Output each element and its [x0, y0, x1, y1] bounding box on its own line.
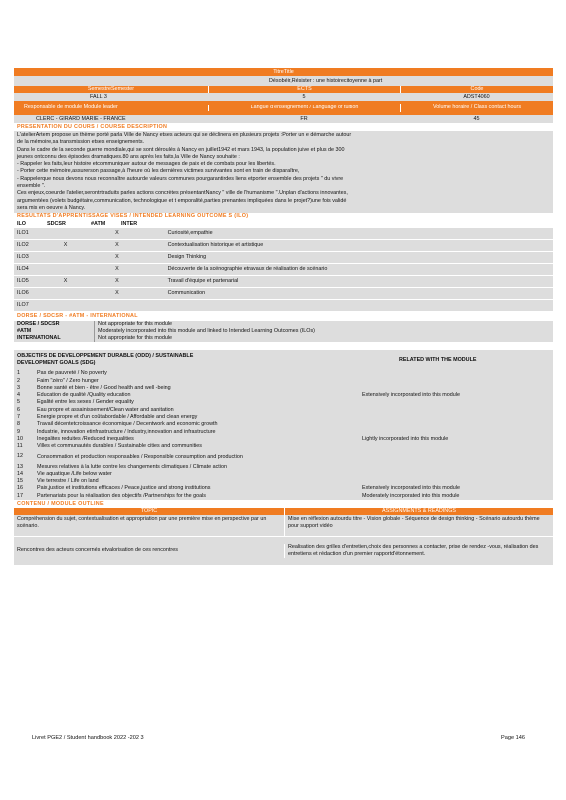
dorse-row: [14, 321, 553, 328]
ilo-atm: X: [115, 278, 119, 285]
content-assignment: Mise en réflexion autourdu titre - Vision globale - Séquence de design thinking - Scénario autourdu thème pour support vidéo: [284, 515, 553, 536]
sdg-number: 2: [17, 377, 20, 384]
ilo-desc: Découverte de la scénographie etravaux de réalisation de scénario: [167, 266, 328, 273]
module-title: Désobéir,Résister : une histoirecitoyenne à part: [269, 78, 383, 84]
code-label: Code: [400, 86, 553, 93]
ilo-row: [14, 252, 553, 264]
sdg-goal: Mesures relatives à la lutte contre les changements climatiques / Climate action: [37, 463, 227, 470]
sdg-goal: Travail décentetcroissance économique / Decentwork and economic growth: [37, 421, 218, 428]
dorse-row: [14, 328, 553, 335]
sdg-goal: Paix,justice et institutions efficaces / Peace,justice and strong institutions: [37, 485, 211, 492]
leader-header-row: [14, 101, 553, 115]
sdg-row: [14, 407, 553, 414]
presentation-line: Dans le cadre de la seconde guerre mondiale,qui se sont déroulés à Nancy en juillet1942 et mars 1943, la population juive et plus de 300: [17, 146, 345, 153]
sdg-row: [14, 421, 553, 428]
sdg-goal: Eau propre et assainissement/Clean water and sanitation: [37, 406, 174, 413]
sdg-goal: Villes et communautés durables / Sustainable cities and communities: [37, 443, 202, 450]
ilo-atm: X: [115, 290, 119, 297]
content-assignment: Realisation des grilles d'entretien,choix des personnes a contacter, prise de rendez -vous, réalisation des entretiens et rédaction d'un premier rapportd'étonnement.: [284, 544, 553, 559]
ilo-sdcsr: X: [63, 242, 68, 249]
ilo-col-inter: INTER: [121, 221, 138, 228]
sdg-related-heading: RELATED WITH THE MODULE: [399, 356, 477, 363]
ilo-row: [14, 264, 553, 276]
sdg-number: 5: [17, 399, 20, 406]
semester-value-row: [14, 93, 553, 101]
ilo-row: [14, 300, 553, 312]
ilo-id: ILO5: [17, 278, 29, 285]
dorse-table: [14, 321, 553, 342]
sdg-number: 12: [17, 453, 23, 460]
presentation-line: sera mis en oeuvre à Nancy.: [17, 204, 86, 211]
sdg-row: [14, 443, 553, 450]
presentation-body: [14, 131, 553, 213]
sdg-section: [14, 350, 553, 500]
sdg-number: 3: [17, 384, 20, 391]
sdg-row: [14, 485, 553, 492]
sdg-number: 1: [17, 370, 20, 377]
dorse-label: #ATM: [17, 328, 32, 335]
ilo-desc: Communication: [167, 290, 206, 297]
ilo-row: [14, 228, 553, 240]
sdg-heading-line2: DEVELOPMENT GOALS (SDG): [17, 360, 96, 367]
sdg-goal: Egalité entre les sexes / Gender equality: [37, 399, 134, 406]
content-row: [14, 515, 553, 537]
leader-value-row: [14, 115, 553, 123]
ilo-table: [14, 228, 553, 312]
content-row: [14, 537, 553, 565]
dorse-label: INTERNATIONAL: [17, 335, 61, 342]
ilo-heading: RESULTATS D'APPRENTISSAGE VISES / INTENDED LEARNING OUTCOME S (ILO): [17, 213, 249, 220]
content-col-assignments: ASSIGNMENTS & READINGS: [284, 508, 553, 515]
ects-label: ECTS: [208, 86, 400, 93]
sdg-row: [14, 429, 553, 436]
sdg-heading: [14, 353, 359, 367]
sdg-row: [14, 471, 553, 478]
ilo-sdcsr: X: [63, 278, 68, 285]
sdg-goal: Pas de pauvreté / No poverty: [37, 370, 107, 377]
sdg-row: [14, 451, 553, 464]
sdg-row: [14, 436, 553, 443]
sdg-related: Extensively incorporated into this module: [362, 392, 460, 399]
sdg-row: [14, 392, 553, 399]
sdg-goal: Vie terrestre / Life on land: [37, 478, 99, 485]
presentation-line: L'atelierArtem propose un thème porté parla Ville de Nancy etses acteurs qui se déclinera en plusieurs projets :Porter un e démarche autour: [17, 132, 352, 138]
sdg-goal: Partenariats pour la réalisation des objectifs /Partnerships for the goals: [37, 492, 206, 499]
content-column-headers: [14, 508, 553, 515]
footer-page-number: Page 146: [501, 735, 525, 741]
dorse-value: Not appropriate for this module: [94, 335, 553, 342]
code-value: ADST4060: [463, 94, 490, 100]
sdg-row: [14, 378, 553, 385]
presentation-heading: PRESENTATION DU COURS / COURSE DESCRIPTION: [17, 124, 168, 130]
ilo-col-ilo: ILO: [17, 221, 26, 228]
content-topic: Rencontres des acteurs concernés etvalorisation de ces rencontres: [17, 547, 178, 554]
sdg-number: 7: [17, 414, 20, 421]
presentation-line: de la mémoire,sa transmission etses enseignements.: [17, 139, 145, 146]
title-bar: [14, 68, 553, 76]
sdg-number: 11: [17, 443, 23, 450]
page-footer: [14, 735, 553, 741]
presentation-line: - Porter cette mémoire,assurerson passage,à l'heure où les dernières victimes survivantes sont en train de disparaître,: [17, 168, 300, 175]
dorse-label: DORSE / SDCSR: [17, 321, 60, 328]
language-value: FR: [300, 116, 308, 122]
sdg-number: 10: [17, 435, 23, 442]
ilo-row: [14, 240, 553, 252]
sdg-number: 8: [17, 421, 20, 428]
sdg-number: 17: [17, 492, 23, 499]
ilo-atm: X: [115, 266, 119, 273]
sdg-number: 13: [17, 463, 23, 470]
dorse-row: [14, 335, 553, 342]
presentation-line: - Rappelerque nous devons nous reconnaître autourde valeurs communes pourgarantirdes liens etporter ensemble des projets " du vivre: [17, 175, 344, 182]
sdg-goal: Energie propre et d'un coûtabordable / Affordable and clean energy: [37, 414, 198, 421]
ilo-atm: X: [115, 230, 119, 237]
ilo-id: ILO1: [17, 230, 29, 237]
hours-value: 45: [473, 116, 480, 122]
ilo-id: ILO7: [17, 302, 29, 309]
ilo-id: ILO4: [17, 266, 29, 273]
sdg-table: [14, 370, 553, 500]
sdg-row: [14, 464, 553, 471]
presentation-line: jeunes ontconnu des épisodes dramatiques.80 ans après les faits,la Ville de Nancy souhaite :: [17, 153, 240, 160]
ilo-id: ILO3: [17, 254, 29, 261]
semester-label: SemestreSemester: [87, 86, 135, 92]
sdg-goal: Inegalites reduites /Reduced inequalities: [37, 435, 134, 442]
footer-handbook: Livret PGE2 / Student handbook 2022 -202 3: [32, 735, 144, 741]
ilo-atm: X: [115, 254, 119, 261]
sdg-row: [14, 370, 553, 377]
sdg-related: Extensively incorporated into this module: [362, 485, 460, 492]
leader-label: Responsable de module Module leader: [24, 104, 118, 111]
ilo-desc: Travail d'équipe et partenarial: [167, 278, 239, 285]
ilo-col-sdcsr: SDCSR: [47, 221, 66, 228]
content-table: [14, 515, 553, 565]
module-sheet: [14, 68, 553, 565]
sdg-number: 4: [17, 392, 20, 399]
dorse-value: Moderately incorporated into this module and linked to Intended Learning Outcomes (ILOs): [94, 328, 553, 335]
hours-label: Volume horaire / Class contact hours: [400, 104, 553, 111]
sdg-related: Lightly incorporated into this module: [362, 435, 449, 442]
semester-header-row: [14, 86, 553, 93]
content-col-topic: TOPIC: [140, 508, 158, 515]
sdg-heading-line1: OBJECTIFS DE DEVELOPPEMENT DURABLE (ODD) / SUSTAINABLE: [17, 353, 194, 360]
sdg-goal: Education de qualité /Quality education: [37, 392, 131, 399]
sdg-header: [14, 350, 553, 370]
sdg-related: Moderately incorporated into this module: [362, 492, 460, 499]
ilo-id: ILO6: [17, 290, 29, 297]
sdg-number: 15: [17, 478, 23, 485]
content-heading: CONTENU / MODULE OUTLINE: [17, 501, 104, 508]
presentation-line: ensemble ".: [17, 183, 46, 190]
ilo-id: ILO2: [17, 242, 29, 249]
sdg-number: 16: [17, 485, 23, 492]
title-label: TitreTitle: [273, 69, 294, 75]
sdg-row: [14, 493, 553, 500]
ilo-col-atm: #ATM: [91, 221, 106, 228]
content-topic: Compréhension du sujet, contextualisation et appropriation par une première mise en perspective par un scénario.: [17, 516, 267, 530]
dorse-value: Not appropriate for this module: [94, 321, 553, 328]
ilo-column-headers: [14, 220, 553, 228]
language-label: Langue d'enseignement / Language of tuition: [208, 105, 400, 111]
sdg-number: 9: [17, 428, 20, 435]
presentation-line: Ces enjeux,coeurde l'atelier,serontrtraduits parles actions concrètes présentantNancy " ville de l'humanisme ".Unplan d'actions innovantes,: [17, 190, 348, 197]
ilo-desc: Design Thinking: [167, 254, 207, 261]
sdg-number: 6: [17, 406, 20, 413]
sdg-row: [14, 414, 553, 421]
sdg-row: [14, 385, 553, 392]
ilo-desc: Contextualisation historique et artistique: [167, 242, 264, 249]
sdg-goal: Vie aquatique /Life below water: [37, 470, 112, 477]
sdg-number: 14: [17, 470, 23, 477]
ilo-atm: X: [115, 242, 119, 249]
sdg-goal: Industrie, innovation etinfrastructure / Industry,innovation and infrastructure: [37, 428, 216, 435]
ects-value: 5: [302, 94, 306, 100]
sdg-goal: Faim "zéro" / Zero hunger: [37, 377, 99, 384]
ilo-row: [14, 288, 553, 300]
presentation-line: argumentées (volets budgétaire,communication, technologique et t emporalité,parties prenantes impliquées dans le projet?)une fois validé: [17, 197, 347, 204]
ilo-row: [14, 276, 553, 288]
leader-value: CLERC - GIRARD MARIE - FRANCE: [36, 116, 126, 122]
ilo-desc: Curiosité,empathie: [167, 230, 213, 237]
sdg-goal: Bonne santé et bien - être / Good health and well -being: [37, 384, 171, 391]
presentation-line: - Rappeler les faits,leur histoire etcommuniquer autour de messages de paix et de combats pour les libertés.: [17, 161, 276, 168]
sdg-row: [14, 399, 553, 406]
semester-value: FALL 3: [90, 94, 107, 100]
dorse-heading: DORSE / SDCSR - #ATM - INTERNATIONAL: [17, 313, 138, 320]
subtitle-bar: [14, 76, 553, 86]
sdg-goal: Consommation et production responsables / Responsible consumption and production: [37, 453, 243, 460]
sdg-row: [14, 478, 553, 485]
